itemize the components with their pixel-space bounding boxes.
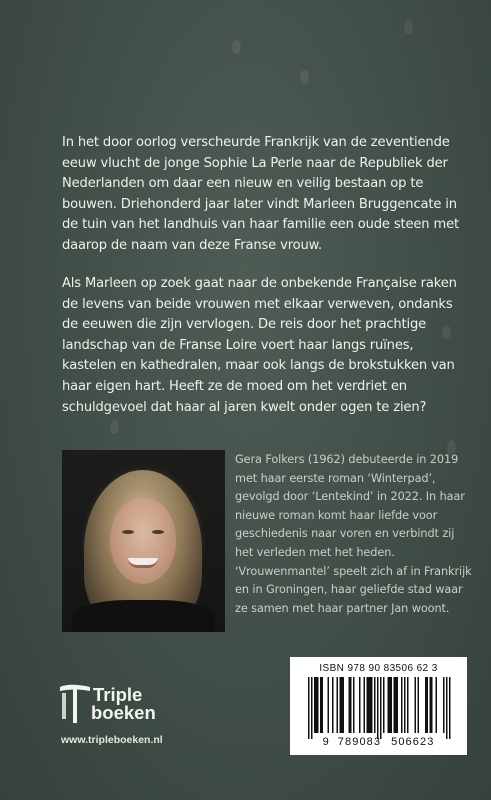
- barcode-digits-right: 506623: [391, 736, 435, 748]
- barcode-bar: [425, 677, 427, 733]
- barcode-bar: [322, 677, 324, 733]
- blurb-paragraph-2: Als Marleen op zoek gaat naar de onbekende Française raken de levens van beide vrouwen met elkaar verweven, ondanks de eeuwen die zijn vervlogen. De reis door het prachtige landschap van de Franse Loire voert haar langs ruïnes, kastelen en kathedralen, maar ook langs de brokstukken van haar eigen hart. Heeft ze de moed om het verdriet en schuldgevoel dat haar al jaren kwelt onder ogen te zien?: [62, 276, 457, 415]
- barcode-bar: [311, 677, 313, 739]
- author-bio: Gera Folkers (1962) debuteerde in 2019 met haar eerste roman ‘Winterpad’, gevolgd door ‘Lentekind’ in 2022. In haar nieuwe roman komt haar liefde voor geschiedenis naar voren en verbindt zij het verleden met het heden. ‘Vrouwenmantel’ speelt zich af in Frankrijk en in Groningen, haar geliefde stad waar ze samen met haar partner Jan woont.: [235, 453, 472, 615]
- barcode-bar: [446, 677, 448, 739]
- raindrop-decoration: [404, 20, 413, 34]
- barcode-digit-first: 9: [322, 736, 330, 748]
- barcode-bar: [353, 677, 355, 733]
- barcode-bar: [332, 677, 334, 733]
- barcode-bar: [418, 677, 420, 733]
- barcode-bar: [340, 677, 342, 733]
- barcode-bar: [404, 677, 406, 733]
- barcode-bar: [391, 677, 393, 733]
- logo-text-triple: Triple: [93, 684, 143, 705]
- barcode-bar: [377, 677, 379, 739]
- barcode-bar: [314, 677, 316, 733]
- barcode-bar: [359, 677, 361, 733]
- publisher-website[interactable]: www.tripleboeken.nl: [61, 734, 163, 746]
- barcode-digits-left: 789083: [337, 736, 382, 748]
- logo-text-boeken: boeken: [91, 702, 156, 723]
- barcode-bar: [337, 677, 339, 733]
- barcode-bar: [367, 677, 369, 733]
- barcode-bar: [308, 677, 310, 739]
- barcode-bar: [374, 677, 376, 733]
- barcode-bar: [388, 677, 390, 733]
- barcode-bar: [370, 677, 372, 733]
- barcode-bar: [317, 677, 319, 733]
- raindrop-decoration: [110, 420, 119, 434]
- barcode-digits: [290, 736, 467, 748]
- barcode-bar: [397, 677, 399, 733]
- barcode-bar: [368, 677, 370, 733]
- barcode-bar: [320, 677, 322, 733]
- barcode-bar: [436, 677, 438, 733]
- barcode-bar: [349, 677, 351, 733]
- barcode-bar: [407, 677, 409, 733]
- barcode-bar: [443, 677, 445, 733]
- barcode-bar: [415, 677, 417, 733]
- barcode-bar: [316, 677, 318, 733]
- blurb-paragraph-1: In het door oorlog verscheurde Frankrijk van de zeventiende eeuw vlucht de jonge Sophie La Perle naar de Republiek der Nederlanden om daar een nieuw en veilig bestaan op te bouwen. Driehonderd jaar later vindt Marleen Bruggencate in de tuin van het landhuis van haar familie een oude steen met daarop de naam van deze Franse vrouw.: [62, 135, 459, 253]
- triple-logo-icon: [58, 683, 92, 725]
- raindrop-decoration: [232, 40, 241, 54]
- barcode-bar: [394, 677, 396, 733]
- author-photo: [62, 450, 225, 632]
- raindrop-decoration: [300, 70, 309, 84]
- barcode-bars: [298, 677, 459, 739]
- barcode-bar: [371, 677, 373, 733]
- publisher-logo: [58, 683, 178, 723]
- barcode-bar: [343, 677, 345, 733]
- barcode-bar: [401, 677, 403, 733]
- barcode: [290, 657, 467, 755]
- barcode-bar: [430, 677, 432, 733]
- isbn-number: ISBN 978 90 83506 62 3: [319, 663, 438, 674]
- barcode-bar: [427, 677, 429, 733]
- barcode-bar: [364, 677, 366, 733]
- barcode-bar: [341, 677, 343, 733]
- barcode-bar: [431, 677, 433, 733]
- barcode-bar: [449, 677, 451, 739]
- barcode-bar: [350, 677, 352, 733]
- barcode-bar: [395, 677, 397, 733]
- barcode-bar: [328, 677, 330, 733]
- barcode-bar: [389, 677, 391, 733]
- barcode-bar: [380, 677, 382, 739]
- barcode-bar: [383, 677, 385, 733]
